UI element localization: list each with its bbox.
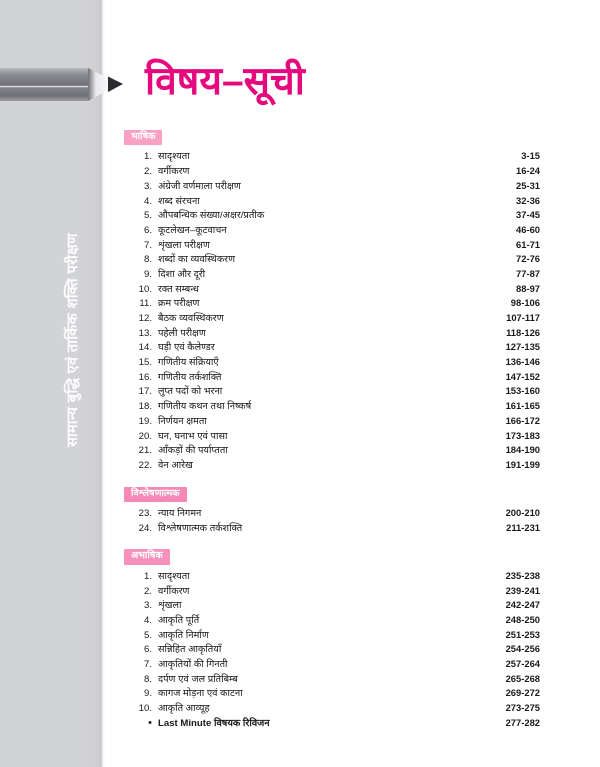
- item-number: 12.: [138, 313, 152, 324]
- toc-row[interactable]: [124, 384, 540, 399]
- toc-row[interactable]: [124, 657, 540, 672]
- item-label: निर्णयन क्षमता: [158, 415, 207, 427]
- item-label: आँकड़ों की पर्याप्तता: [158, 445, 228, 457]
- toc-row[interactable]: [124, 701, 540, 716]
- item-pages: 265-268: [505, 672, 540, 684]
- toc-row[interactable]: [124, 340, 540, 355]
- item-number: 10.: [138, 283, 152, 295]
- item-label: सन्निहित आकृतियाँ: [158, 644, 222, 656]
- item-label: अंग्रेजी वर्णमाला परीक्षण: [158, 180, 241, 192]
- toc-row[interactable]: [124, 642, 540, 657]
- item-label: शृंखला: [158, 600, 182, 612]
- item-pages: 235-238: [505, 569, 540, 581]
- toc-content: [124, 126, 540, 740]
- item-label: गणितीय कथन तथा निष्कर्ष: [158, 401, 252, 413]
- item-label: गणितीय तर्कशक्ति: [158, 371, 222, 383]
- item-pages: 32-36: [516, 194, 540, 206]
- toc-row[interactable]: [124, 164, 540, 179]
- item-pages: 25-31: [516, 179, 540, 191]
- item-pages: 254-256: [505, 643, 540, 655]
- item-pages: 136-146: [505, 356, 540, 368]
- item-pages: 161-165: [505, 400, 540, 412]
- toc-row[interactable]: [124, 569, 540, 584]
- item-number: 7.: [143, 239, 152, 251]
- book-spine: [0, 0, 102, 767]
- item-label: क्रम परीक्षण: [158, 298, 200, 310]
- item-label: आकृति पूर्ति: [158, 614, 200, 626]
- toc-row[interactable]: [124, 521, 540, 536]
- item-label: गणितीय संक्रियाएँ: [158, 357, 219, 369]
- item-number: 11.: [139, 298, 152, 310]
- toc-row-last-minute[interactable]: [124, 716, 540, 731]
- toc-row[interactable]: [124, 628, 540, 643]
- item-label: शृंखला परीक्षण: [158, 239, 210, 251]
- toc-list-bhashik: [124, 149, 540, 472]
- spine-vertical-title: सामान्य बुद्धि एवं तार्किक शक्ति परीक्षण: [65, 233, 81, 447]
- bullet-icon: •: [148, 716, 152, 729]
- toc-row[interactable]: [124, 238, 540, 253]
- item-label: घन, घनाभ एवं पासा: [158, 430, 228, 442]
- toc-row[interactable]: [124, 311, 540, 326]
- toc-row[interactable]: [124, 179, 540, 194]
- toc-section-abhashik: [124, 545, 540, 730]
- section-badge-abhashik: अभाषिक: [124, 549, 170, 564]
- toc-row[interactable]: [124, 267, 540, 282]
- item-number: 17.: [138, 386, 152, 398]
- toc-list-abhashik: [124, 569, 540, 731]
- toc-row[interactable]: [124, 370, 540, 385]
- item-number: 8.: [143, 673, 152, 685]
- item-pages: 269-272: [505, 687, 540, 699]
- item-pages: 147-152: [505, 370, 540, 382]
- toc-row[interactable]: [124, 208, 540, 223]
- item-number: 6.: [143, 644, 152, 656]
- item-number: 4.: [143, 614, 152, 626]
- toc-row[interactable]: [124, 326, 540, 341]
- item-pages: 184-190: [505, 444, 540, 456]
- item-label: न्याय निगमन: [158, 508, 202, 519]
- item-number: 1.: [143, 151, 152, 163]
- toc-row[interactable]: [124, 149, 540, 164]
- item-pages: 127-135: [505, 341, 540, 353]
- item-number: 2.: [143, 585, 152, 597]
- item-label: बैठक व्यवस्थिकरण: [158, 313, 224, 324]
- item-number: 9.: [143, 268, 152, 280]
- toc-row[interactable]: [124, 194, 540, 209]
- item-number: 3.: [143, 600, 152, 612]
- item-label: शब्द संरचना: [158, 195, 200, 207]
- item-label: घड़ी एवं कैलेण्डर: [158, 342, 215, 354]
- item-label: Last Minute विषयक रिविजन: [158, 717, 270, 729]
- item-number: 5.: [143, 629, 152, 641]
- item-pages: 61-71: [516, 238, 540, 250]
- item-number: 5.: [143, 210, 152, 222]
- spine-edge-highlight: [102, 0, 105, 767]
- toc-row[interactable]: [124, 296, 540, 311]
- toc-row[interactable]: [124, 613, 540, 628]
- toc-row[interactable]: [124, 458, 540, 473]
- item-pages: 257-264: [505, 657, 540, 669]
- item-number: 1.: [143, 570, 152, 582]
- item-pages: 277-282: [505, 716, 540, 728]
- item-pages: 242-247: [505, 599, 540, 611]
- item-label: कागज मोड़ना एवं काटना: [158, 688, 243, 700]
- item-label: दर्पण एवं जल प्रतिबिम्ब: [158, 673, 238, 685]
- item-label: दिशा और दूरी: [158, 268, 206, 280]
- item-pages: 248-250: [505, 613, 540, 625]
- toc-row[interactable]: [124, 252, 540, 267]
- item-number: 24.: [138, 522, 152, 534]
- item-label: पहेली परीक्षण: [158, 327, 206, 339]
- item-label: आकृतियों की गिनती: [158, 658, 228, 670]
- item-number: 7.: [143, 658, 152, 670]
- toc-row[interactable]: [124, 429, 540, 444]
- toc-row[interactable]: [124, 443, 540, 458]
- item-pages: 72-76: [516, 253, 540, 265]
- item-number: 19.: [138, 415, 152, 427]
- item-pages: 77-87: [516, 267, 540, 279]
- item-number: 15.: [138, 357, 152, 369]
- toc-row[interactable]: [124, 223, 540, 238]
- toc-row[interactable]: [124, 598, 540, 613]
- item-number: 2.: [143, 166, 152, 178]
- item-label: लुप्त पदों को भरना: [158, 386, 223, 398]
- item-pages: 98-106: [510, 297, 540, 309]
- item-pages: 239-241: [505, 584, 540, 596]
- item-label: वेन आरेख: [158, 459, 193, 471]
- toc-section-bhashik: [124, 126, 540, 473]
- item-pages: 173-183: [505, 429, 540, 441]
- item-number: 13.: [138, 327, 152, 339]
- item-number: 8.: [143, 254, 152, 266]
- item-pages: 88-97: [516, 282, 540, 294]
- toc-row[interactable]: [124, 672, 540, 687]
- item-label: रक्त सम्बन्ध: [158, 283, 199, 295]
- item-label: आकृति आव्यूह: [158, 703, 210, 714]
- section-badge-bhashik: भाषिक: [124, 130, 162, 145]
- item-label: सादृश्यता: [158, 151, 190, 163]
- item-number: 14.: [138, 342, 152, 354]
- item-number: 22.: [138, 459, 152, 471]
- item-number: 10.: [138, 703, 152, 714]
- item-pages: 273-275: [505, 702, 540, 713]
- item-number: 4.: [143, 195, 152, 207]
- item-pages: 166-172: [505, 414, 540, 426]
- section-badge-vishleshanatmak: विश्लेषणात्मक: [124, 487, 187, 502]
- item-pages: 153-160: [505, 385, 540, 397]
- toc-row[interactable]: [124, 506, 540, 521]
- item-number: 20.: [138, 430, 152, 442]
- item-label: शब्दों का व्यवस्थिकरण: [158, 254, 236, 266]
- item-number: 16.: [138, 371, 152, 383]
- item-label: विश्लेषणात्मक तर्कशक्ति: [158, 522, 243, 534]
- item-label: वर्गीकरण: [158, 585, 190, 597]
- item-number: 18.: [138, 401, 152, 413]
- item-number: 23.: [138, 508, 152, 519]
- page-title: विषय–सूची: [145, 60, 305, 103]
- toc-row[interactable]: [124, 686, 540, 701]
- item-label: वर्गीकरण: [158, 166, 190, 178]
- toc-section-vishleshanatmak: [124, 483, 540, 536]
- item-pages: 46-60: [516, 223, 540, 235]
- item-number: 6.: [143, 224, 152, 236]
- toc-row[interactable]: [124, 414, 540, 429]
- item-number: 21.: [138, 445, 152, 457]
- item-pages: 16-24: [516, 165, 540, 177]
- toc-row[interactable]: [124, 282, 540, 297]
- item-pages: 37-45: [516, 209, 540, 221]
- toc-row[interactable]: [124, 584, 540, 599]
- pencil-icon: [0, 60, 124, 110]
- item-pages: 118-126: [506, 326, 540, 338]
- item-pages: 211-231: [506, 521, 540, 533]
- toc-row[interactable]: [124, 355, 540, 370]
- item-pages: 107-117: [506, 312, 540, 323]
- item-label: कूटलेखन–कूटवाचन: [158, 224, 227, 236]
- toc-list-vishleshanatmak: [124, 506, 540, 535]
- toc-row[interactable]: [124, 399, 540, 414]
- item-label: आकृति निर्माण: [158, 629, 209, 641]
- item-pages: 3-15: [521, 150, 540, 162]
- item-pages: 200-210: [505, 507, 540, 518]
- item-label: सादृश्यता: [158, 570, 190, 582]
- item-number: 3.: [143, 180, 152, 192]
- item-number: 9.: [143, 688, 152, 700]
- item-pages: 191-199: [505, 458, 540, 470]
- item-label: औपबन्धिक संख्या/अक्षर/प्रतीक: [158, 210, 265, 222]
- item-pages: 251-253: [505, 628, 540, 640]
